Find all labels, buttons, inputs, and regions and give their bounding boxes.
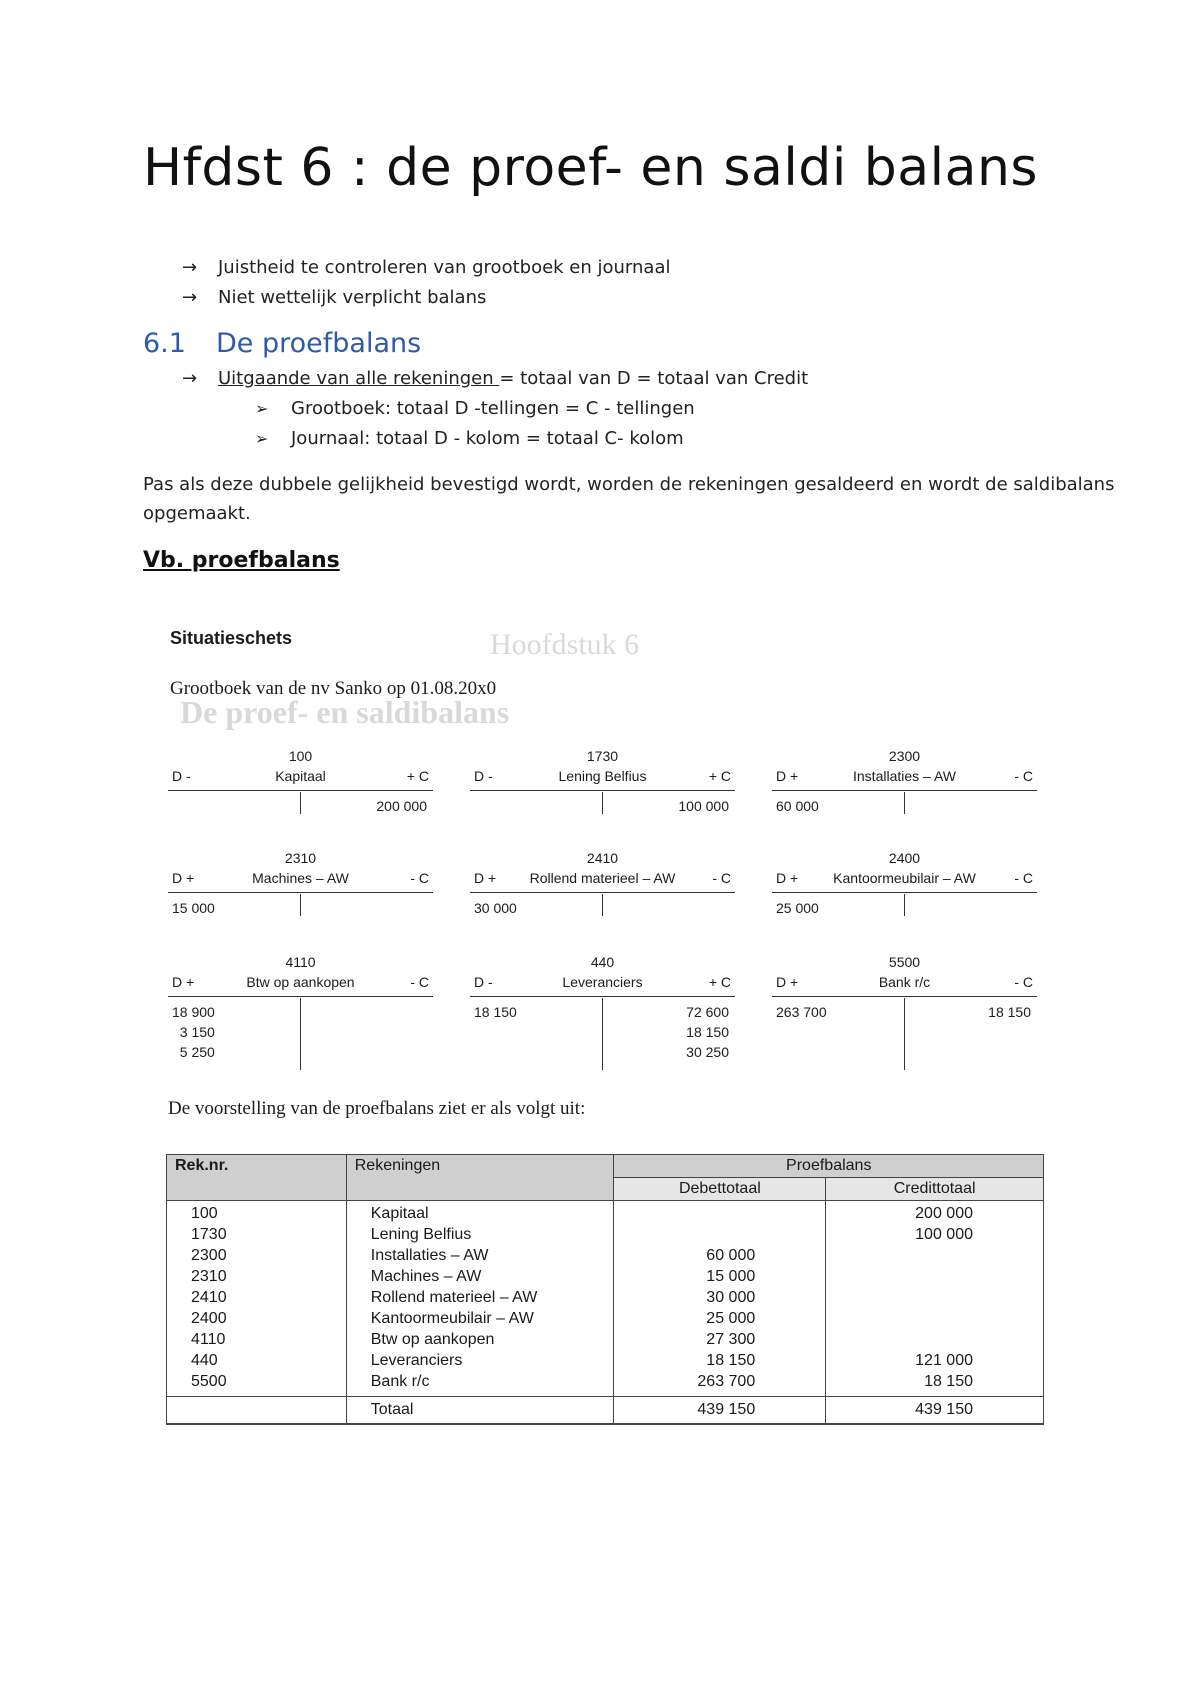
credit-cell: 200 000 bbox=[915, 1205, 973, 1222]
credit-cell: 121 000 bbox=[915, 1352, 973, 1369]
credit-cell: 100 000 bbox=[915, 1226, 973, 1243]
debet-cell: 60 000 bbox=[706, 1247, 756, 1264]
rekening-cell: Machines – AW bbox=[370, 1268, 482, 1285]
arrowhead-bullet-icon: ➢ bbox=[255, 429, 269, 448]
sub-item-text: Grootboek: totaal D -tellingen = C - tellingen bbox=[291, 398, 695, 419]
reknr-cell: 100 bbox=[191, 1205, 218, 1222]
credit-label: - C bbox=[410, 974, 429, 990]
credit-cell bbox=[834, 1287, 973, 1308]
section-item bbox=[182, 368, 808, 389]
t-account bbox=[470, 850, 735, 960]
t-account bbox=[772, 850, 1037, 960]
credit-label: - C bbox=[712, 870, 731, 886]
account-number: 1730 bbox=[586, 748, 619, 764]
reknr-cell: 2410 bbox=[191, 1289, 227, 1306]
t-account-vertical-rule bbox=[904, 998, 905, 1070]
total-debet: 439 150 bbox=[614, 1397, 826, 1425]
debet-cell: 27 300 bbox=[706, 1331, 756, 1348]
grootboek-title: Grootboek van de nv Sanko op 01.08.20x0 bbox=[170, 678, 497, 699]
rekening-cell: Lening Belfius bbox=[370, 1226, 472, 1243]
debit-value: 263 700 bbox=[776, 1004, 827, 1020]
t-account-horizontal-rule bbox=[772, 996, 1037, 997]
t-account-vertical-rule bbox=[300, 894, 301, 916]
t-account bbox=[168, 954, 433, 1064]
page-title: Hfdst 6 : de proef- en saldi balans bbox=[143, 138, 1039, 198]
t-account-vertical-rule bbox=[602, 894, 603, 916]
credit-cell: 18 150 bbox=[924, 1373, 973, 1390]
table-body-row bbox=[167, 1201, 1044, 1397]
total-label: Totaal bbox=[346, 1397, 614, 1425]
t-account-horizontal-rule bbox=[470, 790, 735, 791]
intro-item bbox=[182, 287, 486, 308]
rekeningen-column bbox=[346, 1201, 614, 1397]
arrow-right-icon: → bbox=[182, 368, 198, 389]
account-number: 2310 bbox=[284, 850, 317, 866]
reknr-cell: 4110 bbox=[191, 1331, 226, 1348]
rekening-cell: Rollend materieel – AW bbox=[370, 1289, 538, 1306]
t-account-horizontal-rule bbox=[168, 996, 433, 997]
debit-label: D - bbox=[172, 768, 191, 784]
intro-item bbox=[182, 257, 670, 278]
account-name: Leveranciers bbox=[562, 974, 643, 990]
t-account bbox=[168, 748, 433, 858]
sub-item bbox=[255, 398, 695, 419]
reknr-cell: 5500 bbox=[191, 1373, 227, 1390]
debet-cell bbox=[622, 1203, 755, 1224]
header-rekeningen: Rekeningen bbox=[346, 1155, 614, 1201]
debet-cell: 18 150 bbox=[706, 1352, 756, 1369]
account-number: 100 bbox=[288, 748, 313, 764]
rekening-cell: Leveranciers bbox=[370, 1352, 463, 1369]
reknr-cell: 440 bbox=[191, 1352, 218, 1369]
t-account-horizontal-rule bbox=[470, 892, 735, 893]
t-account bbox=[470, 748, 735, 858]
account-number: 4110 bbox=[285, 954, 316, 970]
credit-label: - C bbox=[410, 870, 429, 886]
account-name: Kantoormeubilair – AW bbox=[833, 870, 976, 886]
example-heading: Vb. proefbalans bbox=[143, 548, 340, 573]
reknr-cell: 2300 bbox=[191, 1247, 227, 1264]
paragraph: Pas als deze dubbele gelijkheid bevestigd wordt, worden de rekeningen gesaldeerd en wordt de saldibalans opgemaakt. bbox=[143, 474, 1115, 524]
account-number: 2400 bbox=[888, 850, 921, 866]
intro-item-text: Juistheid te controleren van grootboek en journaal bbox=[218, 257, 671, 278]
credit-cell bbox=[834, 1266, 973, 1287]
credit-label: - C bbox=[1014, 768, 1033, 784]
sub-item-text: Journaal: totaal D - kolom = totaal C- kolom bbox=[291, 428, 684, 449]
credit-cell bbox=[834, 1245, 973, 1266]
debit-values bbox=[172, 1002, 215, 1062]
intro-item-text: Niet wettelijk verplicht balans bbox=[218, 287, 487, 308]
rekening-cell: Kantoormeubilair – AW bbox=[370, 1310, 534, 1327]
debit-value: 18 150 bbox=[474, 1004, 517, 1020]
credit-value: 72 600 bbox=[686, 1004, 729, 1020]
debit-value: 3 150 bbox=[179, 1024, 215, 1040]
section-title: De proefbalans bbox=[216, 328, 422, 359]
t-account-horizontal-rule bbox=[168, 790, 433, 791]
debit-label: D + bbox=[474, 870, 497, 886]
debit-value: 30 000 bbox=[474, 900, 517, 916]
debit-label: D + bbox=[776, 768, 799, 784]
header-reknr: Rek.nr. bbox=[167, 1155, 347, 1201]
credit-label: - C bbox=[1014, 974, 1033, 990]
credit-label: + C bbox=[406, 768, 429, 784]
total-credit: 439 150 bbox=[826, 1397, 1044, 1425]
credit-value: 18 150 bbox=[686, 1024, 729, 1040]
debit-label: D + bbox=[776, 870, 799, 886]
t-account-horizontal-rule bbox=[168, 892, 433, 893]
scanned-excerpt bbox=[160, 608, 1060, 1438]
arrow-right-icon: → bbox=[182, 287, 198, 308]
debet-cell: 25 000 bbox=[706, 1310, 756, 1327]
credit-value: 200 000 bbox=[376, 798, 427, 814]
reknr-cell: 2400 bbox=[191, 1310, 227, 1327]
credit-column bbox=[826, 1201, 1044, 1397]
t-account-horizontal-rule bbox=[470, 996, 735, 997]
total-empty-cell bbox=[167, 1397, 347, 1425]
rekening-cell: Bank r/c bbox=[370, 1373, 430, 1390]
debet-cell: 15 000 bbox=[706, 1268, 756, 1285]
debet-column bbox=[614, 1201, 826, 1397]
t-account-vertical-rule bbox=[602, 792, 603, 814]
t-account bbox=[772, 748, 1037, 858]
reknr-cell: 1730 bbox=[191, 1226, 227, 1243]
account-name: Kapitaal bbox=[275, 768, 326, 784]
t-account-vertical-rule bbox=[904, 894, 905, 916]
debet-cell bbox=[622, 1224, 755, 1245]
account-name: Bank r/c bbox=[878, 974, 931, 990]
t-account-vertical-rule bbox=[300, 792, 301, 814]
debit-value: 18 900 bbox=[172, 1004, 215, 1020]
account-name: Lening Belfius bbox=[558, 768, 647, 784]
account-number: 5500 bbox=[888, 954, 921, 970]
t-account bbox=[168, 850, 433, 960]
debit-value: 15 000 bbox=[172, 900, 215, 916]
credit-label: - C bbox=[1014, 870, 1033, 886]
rekening-cell: Kapitaal bbox=[370, 1205, 429, 1222]
account-name: Machines – AW bbox=[252, 870, 349, 886]
debit-value: 60 000 bbox=[776, 798, 819, 814]
debit-label: D - bbox=[474, 768, 493, 784]
t-account-horizontal-rule bbox=[772, 892, 1037, 893]
debit-value: 25 000 bbox=[776, 900, 819, 916]
rekening-cell: Installaties – AW bbox=[370, 1247, 489, 1264]
credit-value: 30 250 bbox=[686, 1044, 729, 1060]
header-debet: Debettotaal bbox=[614, 1178, 826, 1201]
arrow-right-icon: → bbox=[182, 257, 198, 278]
proefbalans-table bbox=[166, 1154, 1044, 1425]
reknr-cell: 2310 bbox=[191, 1268, 227, 1285]
t-account bbox=[470, 954, 735, 1064]
t-account-vertical-rule bbox=[602, 998, 603, 1070]
situatieschets-heading: Situatieschets bbox=[170, 628, 293, 648]
header-proefbalans: Proefbalans bbox=[614, 1155, 1044, 1178]
account-name: Rollend materieel – AW bbox=[529, 870, 676, 886]
account-name: Installaties – AW bbox=[853, 768, 956, 784]
arrowhead-bullet-icon: ➢ bbox=[255, 399, 269, 418]
section-heading bbox=[143, 328, 421, 359]
total-row bbox=[167, 1397, 1044, 1425]
debet-cell: 30 000 bbox=[706, 1289, 756, 1306]
sub-item bbox=[255, 428, 684, 449]
t-account-vertical-rule bbox=[904, 792, 905, 814]
section-item-rest: = totaal van D = totaal van Credit bbox=[499, 368, 809, 389]
credit-label: + C bbox=[708, 974, 731, 990]
account-number: 2410 bbox=[586, 850, 619, 866]
debet-cell: 263 700 bbox=[697, 1373, 756, 1390]
t-account-horizontal-rule bbox=[772, 790, 1037, 791]
account-name: Btw op aankopen bbox=[246, 974, 355, 990]
ghost-chapter-subtitle: De proef- en saldibalans bbox=[180, 694, 510, 730]
reknr-column bbox=[167, 1201, 347, 1397]
credit-value: 18 150 bbox=[988, 1004, 1031, 1020]
debit-label: D + bbox=[172, 974, 195, 990]
credit-value: 100 000 bbox=[678, 798, 729, 814]
t-account bbox=[772, 954, 1037, 1064]
debit-label: D - bbox=[474, 974, 493, 990]
debit-value: 5 250 bbox=[179, 1044, 215, 1060]
account-number: 440 bbox=[590, 954, 615, 970]
debit-label: D + bbox=[776, 974, 799, 990]
t-account-vertical-rule bbox=[300, 998, 301, 1070]
rekening-cell: Btw op aankopen bbox=[370, 1331, 495, 1348]
account-number: 2300 bbox=[888, 748, 921, 764]
section-item-underlined: Uitgaande van alle rekeningen bbox=[218, 368, 500, 389]
ghost-chapter-title: Hoofdstuk 6 bbox=[490, 628, 640, 661]
credit-cell bbox=[834, 1329, 973, 1350]
credit-cell bbox=[834, 1308, 973, 1329]
header-credit: Credittotaal bbox=[826, 1178, 1044, 1201]
voorstelling-title: De voorstelling van de proefbalans ziet er als volgt uit: bbox=[168, 1098, 586, 1119]
credit-values bbox=[686, 1002, 729, 1062]
debit-label: D + bbox=[172, 870, 195, 886]
credit-label: + C bbox=[708, 768, 731, 784]
section-number: 6.1 bbox=[143, 328, 186, 359]
